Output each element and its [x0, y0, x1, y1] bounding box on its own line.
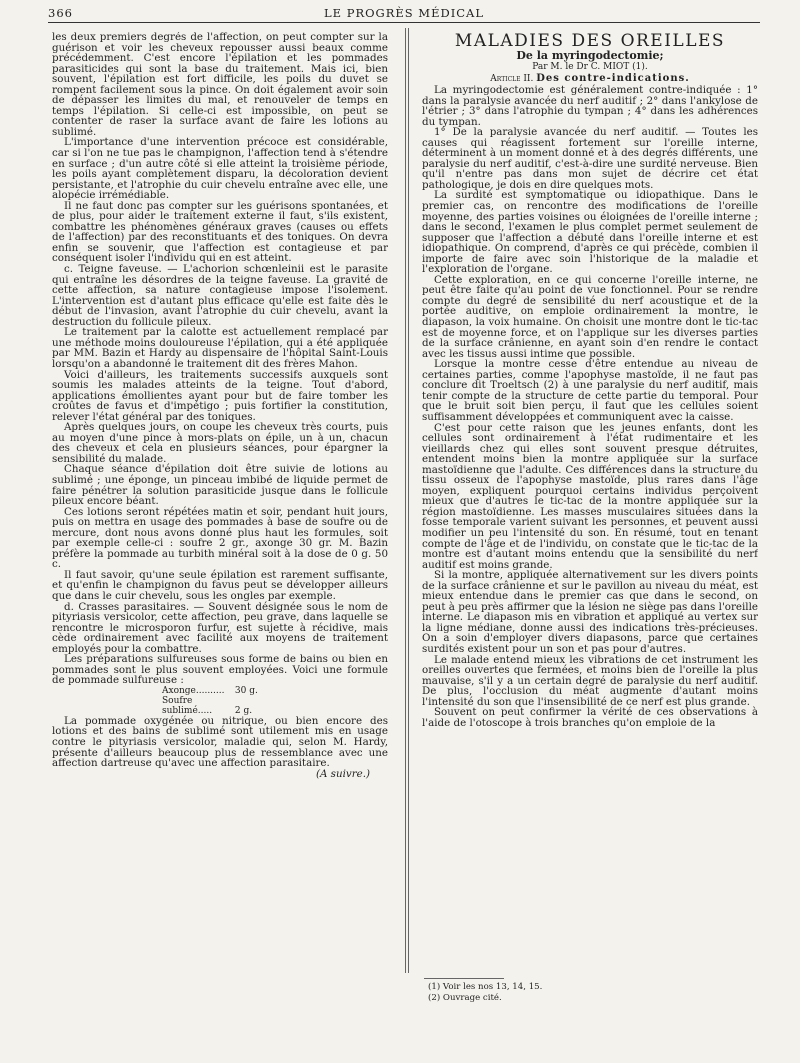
paragraph: Chaque séance d'épilation doit être suivie de lotions au sublimé ; une éponge, un pinceau imbibé de liquide permet de faire pénétrer la solution parasiticide jusque dans le follicule pileux encore béant. — [52, 463, 388, 508]
footnotes — [428, 982, 728, 1003]
paragraph: Lorsque la montre cesse d'être entendue au niveau de certaines parties, comme l'apophyse mastoïde, il ne faut pas conclure dit Troeltsch (2) à une paralysie du nerf auditif, mais tenir compte de la structure de cette partie du temporal. Pour que le bruit soit bien perçu, il faut que les cellules soient suffisamment développées et communiquent avec la caisse. — [422, 358, 758, 423]
formula-quantity: 30 g. — [234, 685, 258, 696]
paragraph: Voici d'ailleurs, les traitements successifs auxquels sont soumis les malades atteints de la teigne. Tout d'abord, applications émollientes ayant pour but de faire tomber les croûtes de favus et d'impétigo ; puis fortifier la constitution, relever l'état général par des toniques. — [52, 368, 388, 423]
footnote-rule — [424, 978, 504, 979]
paragraph: C'est pour cette raison que les jeunes enfants, dont les cellules sont ordinairement à l'état rudimentaire et les vieillards chez qui elles sont souvent presque détruites, entendent moins bien la montre appliquée sur la surface mastoïdienne que l'adulte. Ces différences dans la structure du tissu osseux de l'apophyse mastoïde, plus rares dans l'âge moyen, expliquent pourquoi certains individus perçoivent mieux que d'autres le tic-tac de la montre appliquée sur la région mastoïdienne. Les masses musculaires situées dans la fosse temporale varient suivant les personnes, et peuvent aussi modifier un peu l'intensité du son. En résumé, tout en tenant compte de l'âge et de l'individu, on constate que le tic-tac de la montre est d'autant moins entendu que la sensibilité du nerf auditif est moins grande. — [422, 421, 758, 571]
to-follow-note: (A suivre.) — [315, 767, 370, 780]
paragraph: Il faut savoir, qu'une seule épilation est rarement suffisante, et qu'enfin le champignon du favus peut se développer ailleurs que dans le cuir chevelu, sous les ongles par exemple. — [52, 568, 388, 602]
paragraph: La myringodectomie est généralement contre-indiquée : 1° dans la paralysie avancée du nerf auditif ; 2° dans l'ankylose de l'étrier ; 3° dans l'atrophie du tympan ; 4° dans les adhérences du tympan. — [422, 84, 758, 128]
right-column — [422, 32, 758, 978]
header-rule — [48, 22, 760, 23]
paragraph: Souvent on peut confirmer la vérité de ces observations à l'aide de l'otoscope à trois branches qu'on emploie de la — [422, 706, 758, 729]
footnote: (2) Ouvrage cité. — [428, 992, 502, 1003]
paragraph: 1° De la paralysie avancée du nerf auditif. — Toutes les causes qui réagissent fortement sur l'oreille interne, déterminent à un moment donné et à des degrés différents, une paralysie du nerf auditif, c'est-à-dire une surdité nerveuse. Bien qu'il n'entre pas dans mon sujet de décrire cet état pathologique, je dois en dire quelques mots. — [422, 126, 758, 191]
paragraph: Le traitement par la calotte est actuellement remplacé par une méthode moins douloureuse l'épilation, qui a été appliquée par MM. Bazin et Hardy au dispensaire de l'hôpital Saint-Louis lorsqu'on a abandonné le traitement dit des frères Mahon. — [52, 326, 388, 370]
running-title: LE PROGRÈS MÉDICAL — [324, 6, 484, 20]
formula-ingredient: Axonge.......... — [162, 685, 225, 696]
paragraph: Cette exploration, en ce qui concerne l'oreille interne, ne peut être faite qu'au point de vue fonctionnel. Pour se rendre compte du degré de sensibilité du nerf acoustique et de la portée auditive, on emploie ordinairement la montre, le diapason, la voix humaine. On choisit une montre dont le tic-tac est de moyenne force, et on l'applique sur les diverses parties de la surface crânienne, en ayant soin d'en rendre le contact avec les tissus aussi intime que possible. — [422, 273, 758, 360]
paragraph: Après quelques jours, on coupe les cheveux très courts, puis au moyen d'une pince à mors-plats on épile, un à un, chacun des cheveux et cela en plusieurs séances, pour épargner la sensibilité du malade. — [52, 421, 388, 465]
formula-line — [52, 696, 388, 716]
article-label: Article II. — [490, 74, 534, 84]
paragraph: c. Teigne faveuse. — L'achorion schœnleinii est le parasite qui entraîne les désordres de la teigne faveuse. La gravité de cette affection, sa nature contagieuse impose l'isolement. L'intervention est d'autant plus efficace qu'elle est faite dès le début de l'invasion, avant l'atrophie du cuir chevelu, avant la destruction du follicule pileux. — [52, 263, 388, 328]
paragraph: La surdité est symptomatique ou idiopathique. Dans le premier cas, on rencontre des modifications de l'oreille moyenne, des parties voisines ou éloignées de l'oreille interne ; dans le second, l'examen le plus complet permet seulement de supposer que l'affection a débuté dans l'oreille interne et est idiopathique. On comprend, d'après ce qui précède, combien il importe de faire avec soin l'historique de la maladie et l'exploration de l'organe. — [422, 189, 758, 276]
article-subtitle: De la myringodectomie; — [516, 49, 664, 62]
paragraph: d. Crasses parasitaires. — Souvent désignée sous le nom de pityriasis versicolor, cette affection, peu grave, dans laquelle se rencontre le microsporon furfur, est sujette à récidive, mais cède ordinairement avec facilité aux moyens de traitement employés pour la combattre. — [52, 600, 388, 655]
formula-line — [52, 686, 388, 696]
paragraph: L'importance d'une intervention précoce est considérable, car si l'on ne tue pas le champignon, l'affection tend à s'étendre en surface ; d'un autre côté si elle atteint la troisième période, les poils ayant complètement disparu, la décoloration devient persistante, et l'atrophie du cuir chevelu entraîne avec elle, une alopécie irrémédiable. — [52, 136, 388, 202]
section-title: MALADIES DES OREILLES — [454, 32, 726, 51]
paragraph: Ces lotions seront répétées matin et soir, pendant huit jours, puis on mettra en usage des pommades à base de soufre ou de mercure, dont nous avons donné plus haut les formules, soit par exemple celle-ci : soufre 2 gr., axonge 30 gr. M. Bazin préfère la pommade au turbith minéral soit à la dose de 0 g. 50 c. — [52, 505, 388, 571]
footnote: (1) Voir les nos 13, 14, 15. — [428, 982, 543, 992]
page-header — [48, 4, 760, 20]
paragraph: Il ne faut donc pas compter sur les guérisons spontanées, et de plus, pour aider le traitement externe il faut, s'ils existent, combattre les phénomènes généraux graves (causes ou effets de l'affection) par des reconstituants et des toniques. On devra enfin se souvenir, que l'affection est contagieuse et par conséquent isoler l'individu qui en est atteint. — [52, 199, 388, 265]
formula-ingredient: Soufre sublimé..... — [162, 695, 213, 716]
column-divider — [408, 28, 409, 973]
paragraph: Les préparations sulfureuses sous forme de bains ou bien en pommades sont le plus souvent employées. Voici une formule de pommade sulfureuse : — [52, 653, 388, 687]
page-number: 366 — [48, 6, 73, 20]
paragraph: Si la montre, appliquée alternativement sur les divers points de la surface crânienne et sur le pavillon au niveau du méat, est mieux entendue dans le premier cas que dans le second, on peut à peu près affirmer que la lésion ne siège pas dans l'oreille interne. Le diapason mis en vibration et appliqué au vertex sur la ligne médiane, donne aussi des indications très-précieuses. On a soin d'employer divers diapasons, parce que certaines surdités existent pour un son et pas pour d'autres. — [422, 569, 758, 655]
paragraph: Le malade entend mieux les vibrations de cet instrument les oreilles ouvertes que fermées, et moins bien de l'oreille la plus mauvaise, s'il y a un certain degré de paralysie du nerf auditif. De plus, l'occlusion du méat augmente d'autant moins l'intensité du son que l'insensibilité de ce nerf est plus grande. — [422, 653, 758, 708]
paragraph: La pommade oxygénée ou nitrique, ou bien encore des lotions et des bains de sublimé sont utilement mis en usage contre le pityriasis versicolor, maladie qui, selon M. Hardy, présente d'ailleurs beaucoup plus de ressemblance avec une affection dartreuse qu'avec une affection parasitaire. — [52, 714, 388, 770]
column-divider — [405, 28, 406, 973]
article-title: Des contre-indications. — [536, 73, 690, 84]
formula-quantity: 2 g. — [234, 705, 253, 716]
paragraph: les deux premiers degrés de l'affection, on peut compter sur la guérison et voir les cheveux repousser aussi beaux comme précédemment. C'est encore l'épilation et les pommades parasiticides qui sont la base du traitement. Mais ici, bien souvent, l'épilation est fort difficile, les poils du duvet se rompent facilement sous la pince. On doit également avoir soin de dépasser les limites du mal, et renouveler de temps en temps l'épilation. Si celle-ci est impossible, on peut se contenter de raser la surface avant de faire les lotions au sublimé. — [52, 32, 388, 138]
left-column — [52, 32, 388, 978]
author-line: Par M. le Dr C. MIOT (1). — [532, 62, 648, 72]
